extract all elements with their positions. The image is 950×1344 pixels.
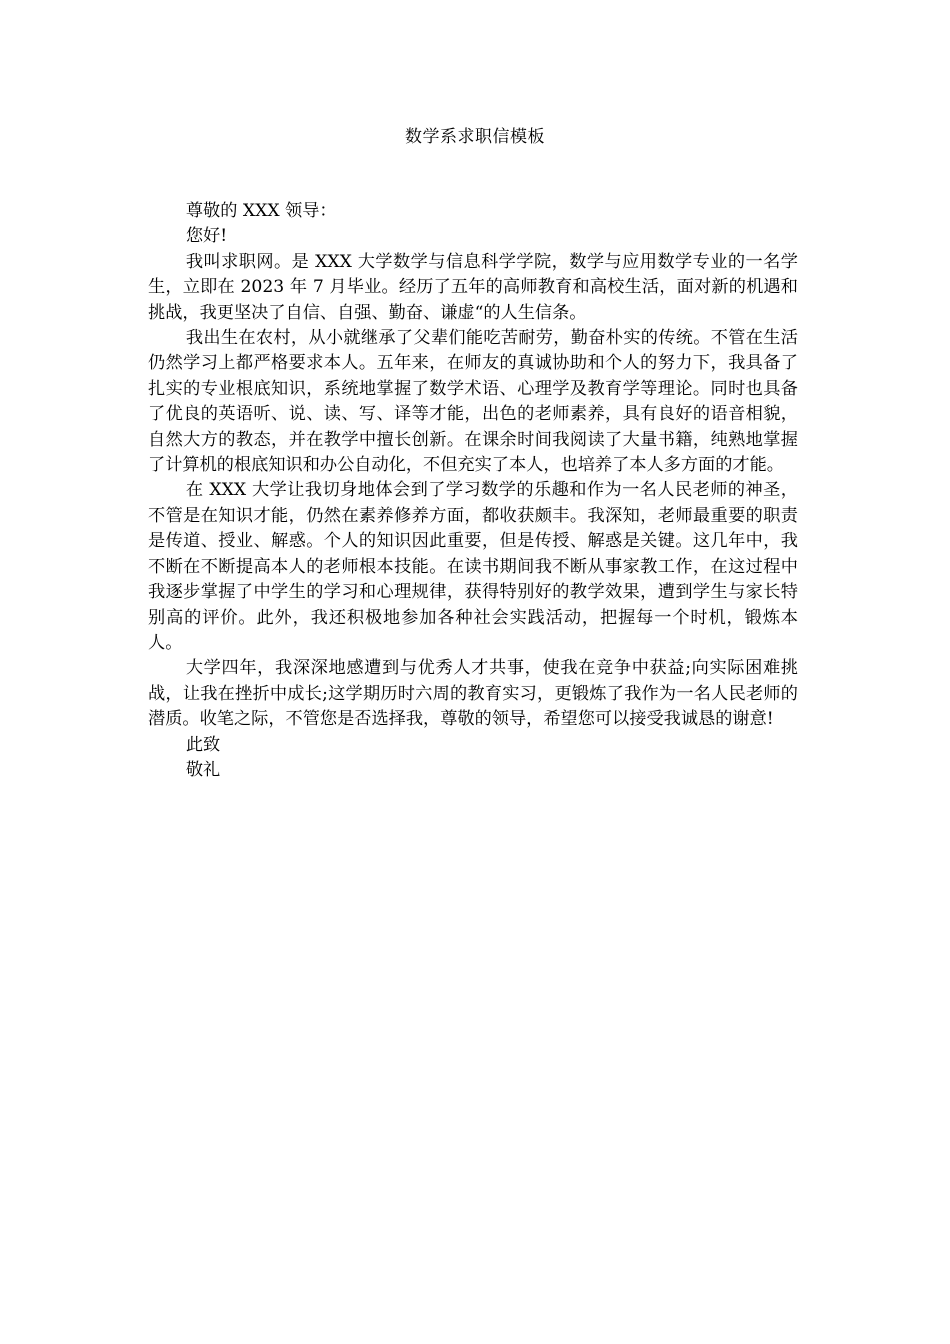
salutation: 尊敬的 XXX 领导： [185,201,337,221]
paragraph-introduction: 我叫求职网。是 XXX 大学数学与信息科学学院，数学与应用数学专业的一名学生，立即在 2023 年 7 月毕业。经历了五年的高师教育和高校生活，面对新的机遇和挑战，我更坚决了自信、自强、勤奋、谦虚“的人生信条。 [148,251,798,323]
greeting: 您好! [185,226,228,247]
paragraph-background: 我出生在农村，从小就继承了父辈们能吃苦耐劳，勤奋朴实的传统。不管在生活仍然学习上都严格要求本人。五年来，在师友的真诚协助和个人的努力下，我具备了扎实的专业根底知识，系统地掌握了数学术语、心理学及教育学等理论。同时也具备了优良的英语听、说、读、写、译等才能，出色的老师素养，具有良好的语音相貌，自然大方的教态，并在教学中擅长创新。在课余时间我阅读了大量书籍，纯熟地掌握了计算机的根底知识和办公自动化，不但充实了本人，也培养了本人多方面的才能。 [148,328,798,476]
paragraph-university-experience: 在 XXX 大学让我切身地体会到了学习数学的乐趣和作为一名人民老师的神圣，不管是在知识才能，仍然在素养修养方面，都收获颇丰。我深知，老师最重要的职责是传道、授业、解惑。个人的知识因此重要，但是传授、解惑是关键。这几年中，我不断在不断提高本人的老师根本技能。在读书期间我不断从事家教工作，在这过程中我逐步掌握了中学生的学习和心理规律，获得特别好的教学效果，遭到学生与家长特别高的评价。此外，我还积极地参加各种社会实践活动，把握每一个时机，锻炼本人。 [148,480,798,653]
closing-line-1: 此致 [185,734,221,755]
closing-line-2: 敬礼 [185,759,221,780]
letter-body [148,199,798,783]
paragraph-conclusion: 大学四年，我深深地感遭到与优秀人才共事，使我在竞争中获益;向实际困难挑战，让我在挫折中成长;这学期历时六周的教育实习，更锻炼了我作为一名人民老师的潜质。收笔之际，不管您是否选择我，尊敬的领导，希望您可以接受我诚恳的谢意! [148,658,798,730]
document-title: 数学系求职信模板 [405,127,545,147]
